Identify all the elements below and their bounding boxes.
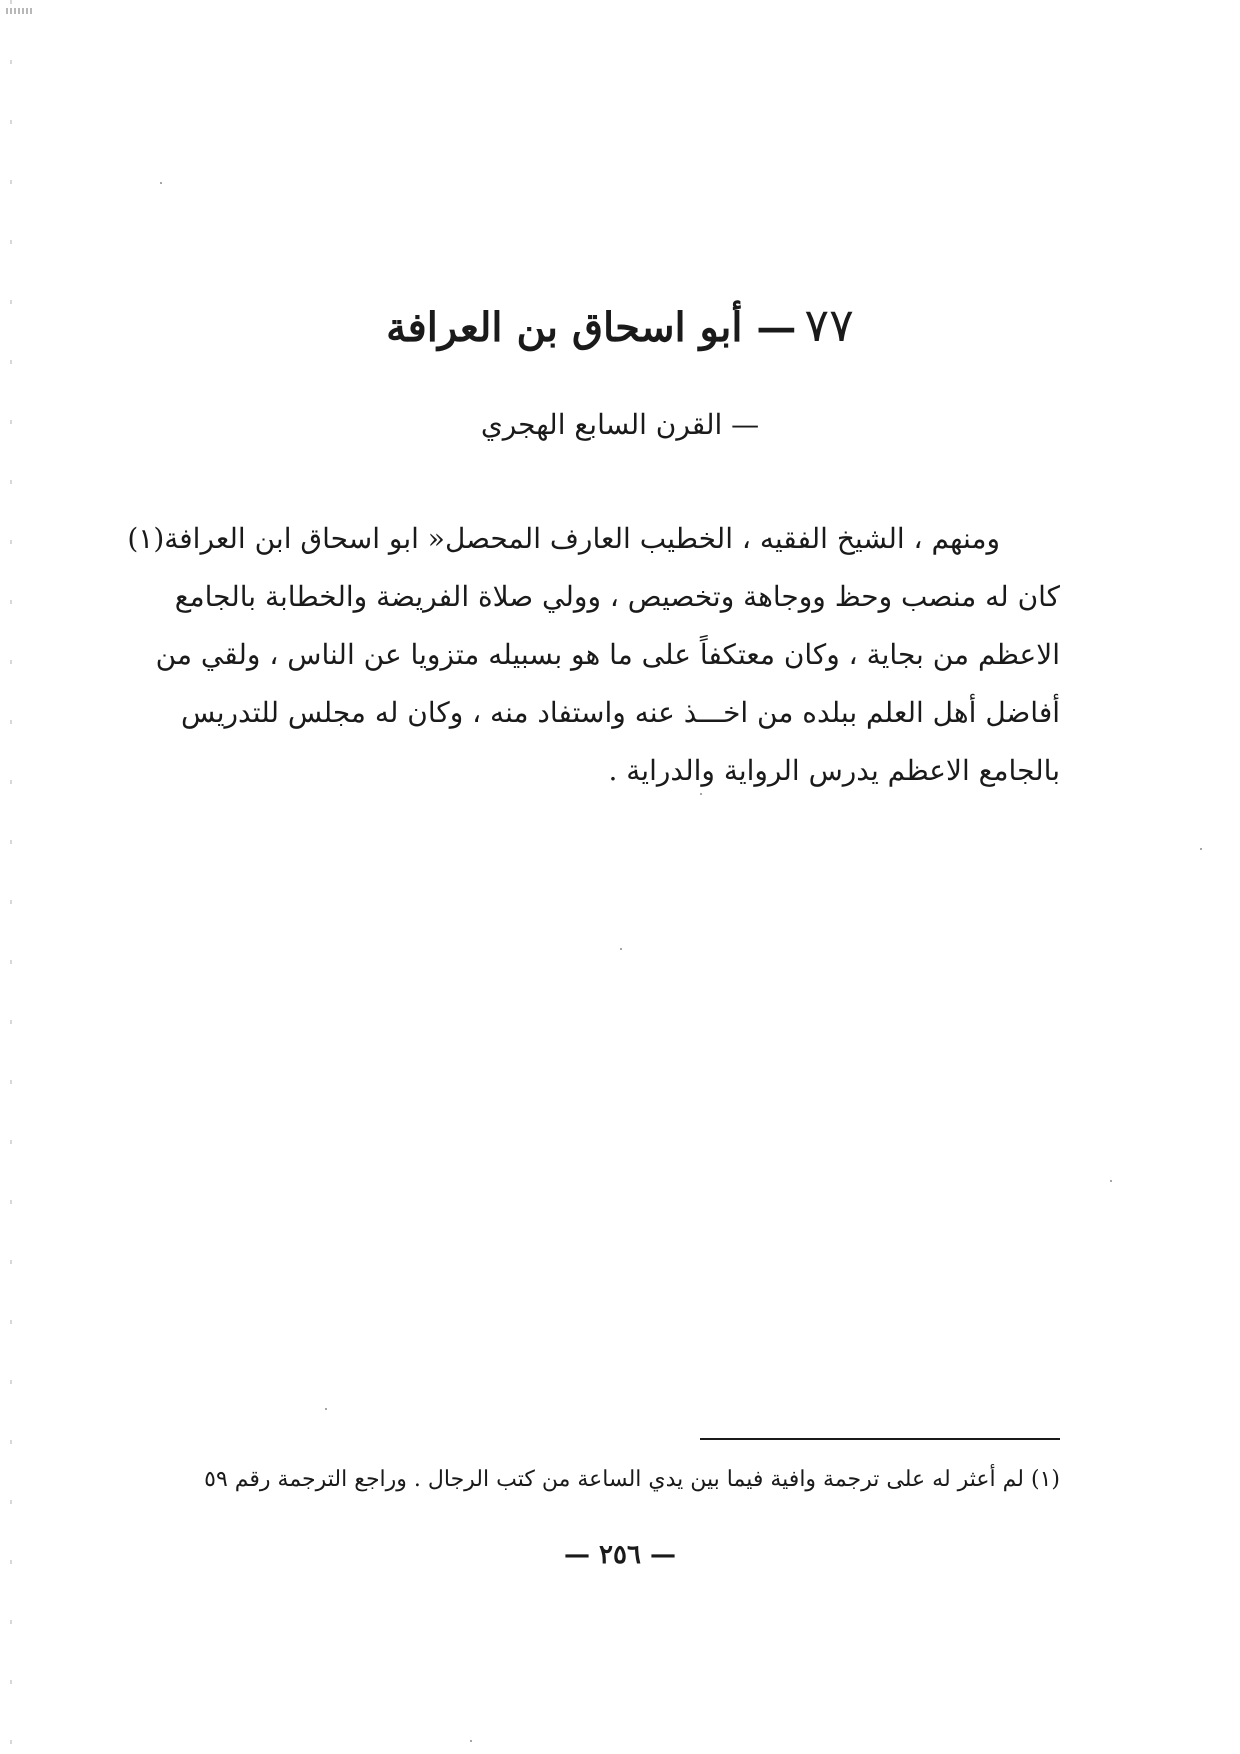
body-line: بالجامع الاعظم يدرس الرواية والدراية . <box>608 754 1060 787</box>
body-line: كان له منصب وحظ ووجاهة وتخصيص ، وولي صلاة الفريضة والخطابة بالجامع <box>174 580 1060 613</box>
body-line: أفاضل أهل العلم ببلده من اخـــذ عنه واستفاد منه ، وكان له مجلس للتدريس <box>181 696 1060 729</box>
scan-speck <box>1200 848 1202 850</box>
scan-speck <box>470 1740 472 1742</box>
scan-speck <box>700 793 702 795</box>
scan-speck <box>325 1408 327 1410</box>
entry-heading <box>0 300 1240 353</box>
scan-speck <box>620 948 622 950</box>
footnote-divider <box>700 1438 1060 1440</box>
scan-corner-mark <box>6 8 32 14</box>
entry-century: — القرن السابع الهجري <box>480 408 760 441</box>
footnote: (١) لم أعثر له على ترجمة وافية فيما بين يدي الساعة من كتب الرجال . وراجع الترجمة رقم ٥٩ <box>204 1467 1060 1492</box>
entry-number: ٧٧ <box>804 298 854 352</box>
scan-speck <box>1110 1180 1112 1182</box>
body-paragraph <box>127 510 1060 800</box>
scan-speck <box>160 182 162 184</box>
scan-edge-artifact <box>10 0 12 1754</box>
page-number: — ٢٥٦ — <box>563 1540 677 1570</box>
body-line: الاعظم من بجاية ، وكان معتكفاً على ما هو بسبيله متزويا عن الناس ، ولقي من <box>155 638 1060 671</box>
entry-title: — أبو اسحاق بن العرافة <box>386 304 797 351</box>
body-line: ومنهم ، الشيخ الفقيه ، الخطيب العارف المحصل« ابو اسحاق ابن العرافة(١) <box>127 522 1000 555</box>
